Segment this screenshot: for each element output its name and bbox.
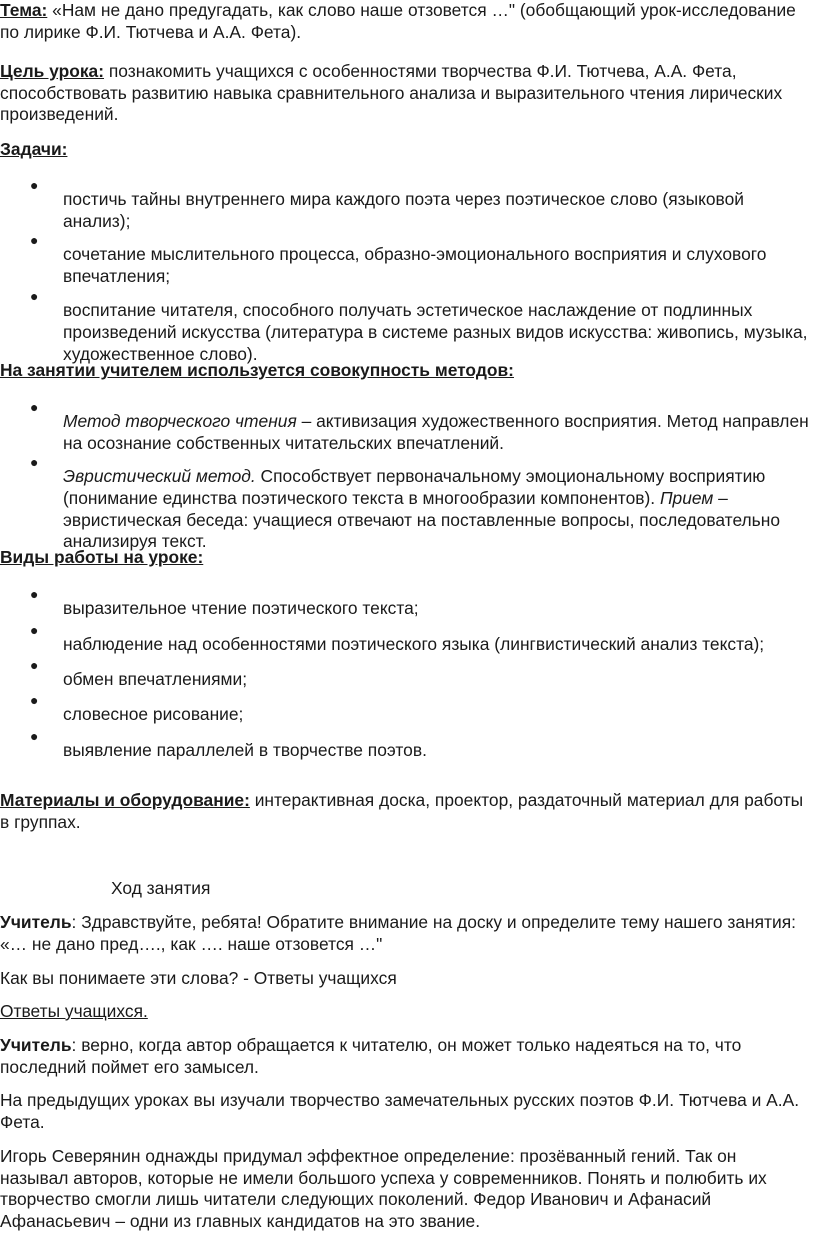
bullet-icon: ● [30, 657, 39, 673]
teacher-paragraph-2: Учитель: верно, когда автор обращается к читателю, он может только надеяться на то, что последний поймет его замысел. [0, 1035, 742, 1077]
tasks-item: постичь тайны внутреннего мира каждого поэта через поэтическое слово (языковой анализ); [63, 189, 744, 231]
materials-paragraph [0, 790, 806, 833]
answers-paragraph: Ответы учащихся. [0, 1001, 148, 1021]
work-item: обмен впечатлениями; [63, 669, 248, 690]
work-heading: Виды работы на уроке: [0, 547, 204, 567]
bullet-icon: ● [30, 692, 39, 708]
goal-paragraph [0, 61, 806, 126]
bullet-icon: ● [30, 728, 39, 744]
bullet-icon: ● [30, 622, 39, 638]
materials-text: интерактивная доска, проектор, раздаточный материал для работы в группах. [0, 790, 804, 832]
work-item: выразительное чтение поэтического текста; [63, 598, 419, 619]
tasks-heading: Задачи: [0, 139, 68, 159]
goal-label: Цель урока: [0, 61, 105, 81]
methods-item: Эвристический метод. Способствует первоначальному эмоциональному восприятию (понимание единства поэтического текста в многообразии компонентов). Прием – эвристическая беседа: учащиеся отвечают на поставленные вопросы, последовательно анализируя текст. [63, 466, 781, 552]
tasks-item: воспитание читателя, способного получать эстетическое наслаждение от подлинных произведений искусства (литература в системе разных видов искусства: живопись, музыка, художественное слово). [63, 300, 808, 364]
bullet-icon: ● [30, 177, 39, 193]
work-item: выявление параллелей в творчестве поэтов. [63, 740, 427, 761]
work-item: словесное рисование; [63, 704, 244, 725]
question-paragraph: Как вы понимаете эти слова? - Ответы учащихся [0, 968, 397, 988]
theme-text: «Нам не дано предугадать, как слово наше отзовется …" (обобщающий урок-исследование по лирике Ф.И. Тютчева и А.А. Фета). [0, 0, 796, 42]
teacher-paragraph-1: Учитель: Здравствуйте, ребята! Обратите внимание на доску и определите тему нашего занятия: «… не дано пред…., как …. наше отзовется …" [0, 912, 796, 954]
theme-paragraph [0, 0, 806, 43]
bullet-icon: ● [30, 586, 39, 602]
materials-label: Материалы и оборудование: [0, 790, 250, 810]
bullet-icon: ● [30, 399, 39, 415]
previous-lessons-paragraph: На предыдущих уроках вы изучали творчество замечательных русских поэтов Ф.И. Тютчева и А.А. Фета. [0, 1090, 800, 1132]
theme-label: Тема: [0, 0, 48, 20]
work-item: наблюдение над особенностями поэтического языка (лингвистический анализ текста); [63, 634, 765, 655]
bullet-icon: ● [30, 232, 39, 248]
goal-text: познакомить учащихся с особенностями творчества Ф.И. Тютчева, А.А. Фета, способствовать развитию навыка сравнительного анализа и выразительного чтения лирических произведений. [0, 61, 783, 125]
course-heading: Ход занятия [111, 878, 211, 898]
methods-item: Метод творческого чтения – активизация художественного восприятия. Метод направлен на осознание собственных читательских впечатлений. [63, 411, 809, 453]
severyanin-paragraph: Игорь Северянин однажды придумал эффектное определение: прозёванный гений. Так он называл авторов, которые не имели большого успеха у современников. Понять и полюбить их творчество смогли лишь читатели следующих поколений. Федор Иванович и Афанасий Афанасьевич – одни из главных кандидатов на это звание. [0, 1146, 767, 1231]
bullet-icon: ● [30, 288, 39, 304]
methods-heading: На занятии учителем используется совокупность методов: [0, 360, 514, 380]
tasks-item: сочетание мыслительного процесса, образно-эмоционального восприятия и слухового впечатления; [63, 244, 767, 286]
bullet-icon: ● [30, 454, 39, 470]
